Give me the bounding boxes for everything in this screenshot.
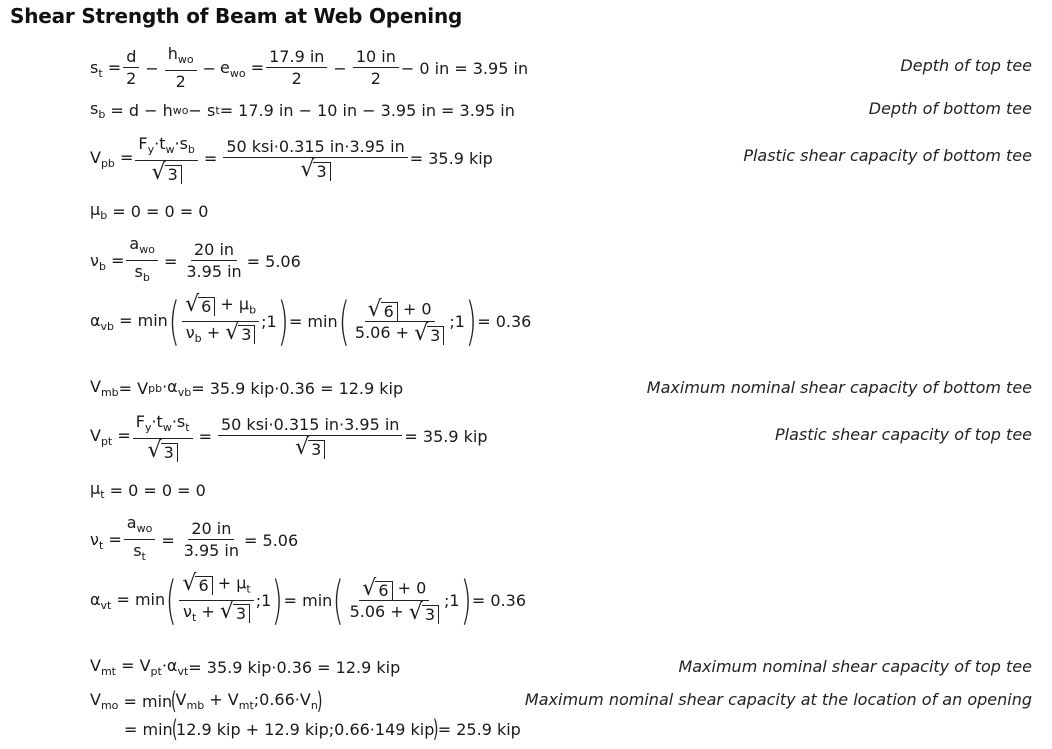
eq-vmo-line2: = min ( 12.9 kip + 12.9 kip;0.66·149 kip ) = 25.9 kip xyxy=(124,715,521,743)
eq-sb: $s_b$ = d − h wo − s t = 17.9 in − 10 in − 3.95 in = 3.95 in xyxy=(90,99,515,121)
eq-vpt: $V_{pt}$ = $F_y\cdot t_w\cdot s_t$ √ 3 = 50 ksi·0.315 in·3.95 in √ 3 = 35.9 kip xyxy=(90,412,488,463)
eq-mut: $\mu_t$ = 0 = 0 = 0 xyxy=(90,479,206,501)
eq-mub: $\mu_b$ = 0 = 0 = 0 xyxy=(90,200,209,222)
note-vmo: Maximum nominal shear capacity at the location of an opening xyxy=(524,690,1032,709)
page-title: Shear Strength of Beam at Web Opening xyxy=(10,4,463,28)
eq-vmo-line1: $V_{mo}$ = min ( $V_{mb}$ + $V_{mt};0.66\cdot V_n$ ) xyxy=(90,687,323,715)
eq-vmb: $V_{mb}$ = V pb $\cdot\alpha_{vb}$ = 35.9 kip·0.36 = 12.9 kip xyxy=(90,377,404,399)
eq-nub: $\nu_b$ = $\frac{a_{wo}}{s_b}$ = $\frac{20 in}{3.95 in}$ = 5.06 xyxy=(90,234,301,284)
eq-avt: $\alpha_{vt} = \min$ ( √ 6 + $\mu_t$ $\nu_t$ + √ 3 ;1 ) = min ( √ 6 + 0 5.06 + √ 3 ;1 ) = 0.36 xyxy=(90,570,526,631)
eq-nut: $\nu_t$ = $\frac{a_{wo}}{s_t}$ = $\frac{20 in}{3.95 in}$ = 5.06 xyxy=(90,513,299,563)
eq-vpb: $V_{pb}$ = $F_y\cdot t_w\cdot s_b$ √ 3 = 50 ksi·0.315 in·3.95 in √ 3 = 35.9 kip xyxy=(90,134,493,185)
eq-avb: $\alpha_{vb} = \min$ ( √ 6 + $\mu_b$ $\nu_b$ + √ 3 ;1 ) = min ( √ 6 + 0 5.06 + √ 3 ;1 ) = 0.36 xyxy=(90,291,532,352)
eq-vmt: $V_{mt} = V_{pt}\cdot\alpha_{vt}$ = 35.9 kip·0.36 = 12.9 kip xyxy=(90,656,401,678)
note-vmb: Maximum nominal shear capacity of bottom tee xyxy=(646,378,1032,397)
note-vpt: Plastic shear capacity of top tee xyxy=(774,425,1032,444)
eq-st: $s_t$ = $\frac{d}{2}$ − $\frac{h_{wo}}{2}$ − $e_{wo}$ = $\frac{17.9 in}{2}$ − $\frac{10 in}{2}$ − 0 in = 3.95 in xyxy=(90,44,529,91)
note-st: Depth of top tee xyxy=(900,56,1032,75)
note-sb: Depth of bottom tee xyxy=(868,99,1032,118)
note-vmt: Maximum nominal shear capacity of top tee xyxy=(678,657,1032,676)
note-vpb: Plastic shear capacity of bottom tee xyxy=(743,146,1032,165)
